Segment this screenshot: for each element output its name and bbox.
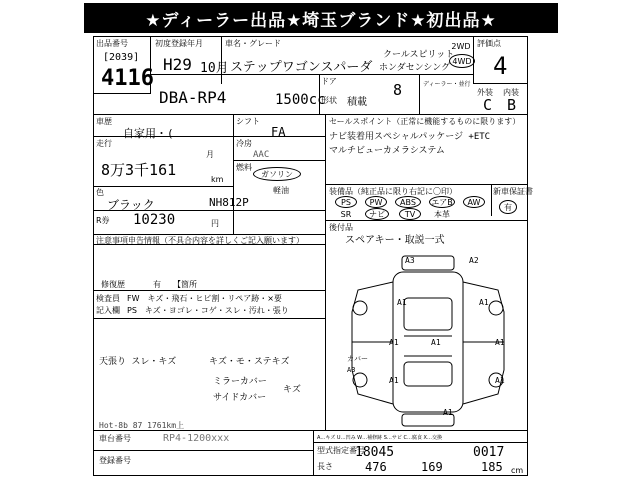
dim-length: 476: [365, 460, 387, 474]
equip-abs: ABS: [395, 196, 421, 208]
shape: 積載: [347, 97, 367, 108]
exterior-label: 外装: [477, 88, 493, 97]
dim-width: 169: [421, 460, 443, 474]
usage: 自家用・(: [123, 127, 174, 140]
inspect-items: FW キズ・飛石・ヒビ割・リペア跡・×要: [127, 294, 282, 303]
entry-label: 記入欄: [96, 306, 120, 315]
hand-note-7: A3: [347, 366, 356, 374]
interior-grade: B: [507, 96, 517, 114]
inspect-label: 検査員: [96, 294, 120, 303]
dim-unit: cm: [511, 466, 524, 475]
grade-line-2: ホンダセンシング: [379, 63, 451, 73]
equip-tv: TV: [399, 208, 421, 220]
rear-items: スペアキー・取説一式: [345, 235, 445, 246]
front-window: [404, 298, 452, 330]
entry-items: PS キズ・ヨゴレ・コゲ・スレ・汚れ・張り: [127, 306, 289, 315]
shift-label: シフト: [236, 117, 260, 126]
dim-height: 185: [481, 460, 503, 474]
drive-4wd: 4WD: [449, 54, 475, 68]
repair-label: 修復歴: [101, 280, 125, 289]
equip-ps: PS: [335, 196, 357, 208]
car-name: ステップワゴンスパーダ: [230, 60, 373, 75]
score-label: 評価点: [477, 39, 501, 48]
name-label: 車名・グレード: [225, 39, 281, 48]
reg-label: 車台番号: [99, 434, 131, 443]
right-front-wheel: [489, 301, 503, 315]
mark-3: A1: [397, 298, 407, 307]
notes-label: 注意事項申告情報（不具合内容を詳しくご記入願います）: [96, 236, 304, 245]
year-label: 初度登録年月: [155, 39, 203, 48]
hand-note-6: カバー: [347, 355, 368, 363]
equip-aw: AW: [463, 196, 485, 208]
repair-value: 有 【箇所: [153, 280, 197, 289]
banner: ★ディーラー出品★埼玉ブランド★初出品★: [84, 3, 558, 33]
lot-label: 出品番号: [96, 39, 128, 48]
hand-note-2: キズ・モ・ステキズ: [209, 357, 290, 367]
equip-airbag: エアB: [429, 196, 455, 208]
hand-note-1: 天張り スレ・キズ: [99, 357, 177, 367]
ac-label: 冷房: [236, 139, 252, 148]
legend: A…キズ U…凹み W…補修跡 S…サビ C…腐食 X…交換: [317, 435, 442, 441]
r-label: R券: [96, 216, 110, 225]
grade-line-1: クールスピリット: [383, 50, 455, 60]
equip-pw: PW: [365, 196, 387, 208]
inspection-sheet: [93, 36, 533, 476]
model-code: DBA-RP4: [159, 88, 227, 107]
mark-1: A3: [405, 256, 415, 265]
left-rear-wheel: [353, 373, 367, 387]
car-diagram: [338, 252, 518, 428]
equip-label: 装備品（純正品に限り右記に〇印）: [329, 187, 457, 196]
color: ブラック: [107, 198, 155, 212]
color-label: 色: [96, 188, 104, 197]
lot-bracket: [2039]: [103, 52, 140, 63]
fuel-gasoline: ガソリン: [253, 167, 301, 181]
lot-number: 4116: [101, 66, 154, 91]
year: H29: [163, 55, 192, 74]
newcar-label: 新車保証書: [493, 187, 533, 196]
left-front-wheel: [353, 301, 367, 315]
sales-line-1: ナビ装着用スペシャルパッケージ +ETC: [329, 132, 491, 142]
km-unit: km: [211, 175, 224, 184]
hand-note-3: ミラーカバー: [213, 377, 267, 387]
mark-2: A2: [469, 256, 479, 265]
mark-5: A1: [389, 338, 399, 347]
month: 10月: [200, 61, 229, 76]
size-label-2: 長さ: [317, 462, 333, 471]
sales-line-2: マルチビューカメラシステム: [329, 146, 445, 156]
r-value: 10230: [133, 212, 176, 228]
equip-navi: ナビ: [365, 208, 389, 220]
sales-label: セールスポイント（正常に機能するものに限ります）: [329, 117, 521, 126]
fuel-label: 燃料: [236, 163, 252, 172]
equip-sr: SR: [340, 209, 352, 219]
hand-note-4: サイドカバー: [213, 393, 267, 403]
rear-label: 後付品: [329, 223, 353, 232]
ac: AAC: [253, 150, 270, 160]
interior-label: 内装: [503, 88, 519, 97]
yen: 円: [211, 219, 219, 228]
mark-8: A1: [389, 376, 399, 385]
mark-9: A1: [495, 376, 505, 385]
newcar-warranty: 有: [499, 200, 517, 214]
size-a: 18045: [355, 445, 395, 460]
mileage: 8万3千161: [101, 161, 177, 179]
left-side-outline: [352, 282, 393, 404]
dealer-label: ディーラー・並行: [423, 81, 471, 88]
score: 4: [493, 52, 508, 80]
car-body-outline: [393, 272, 463, 412]
bottom-note: Hot-8b 87 1761km上: [99, 421, 185, 430]
reg-value: RP4-1200xxx: [163, 433, 230, 444]
fuel-diesel: 軽油: [273, 185, 289, 195]
size-label: 型式指定番号: [317, 446, 365, 455]
mark-7: A1: [495, 338, 505, 347]
mark-4: A1: [479, 298, 489, 307]
shift: FA: [271, 125, 286, 139]
color-code: NH812P: [209, 196, 249, 209]
hand-note-5: キズ: [283, 385, 301, 395]
mark-10: A1: [443, 408, 453, 417]
drive-2wd: 2WD: [451, 41, 471, 51]
month-unit: 月: [206, 150, 214, 159]
mileage-label: 走行: [96, 139, 112, 148]
rear-window: [404, 362, 452, 386]
reg2-label: 登録番号: [99, 456, 131, 465]
exterior-grade: C: [483, 96, 493, 114]
size-b: 0017: [473, 445, 505, 460]
displacement: 1500cc: [275, 92, 326, 108]
mark-6: A1: [431, 338, 441, 347]
shape-label: 形状: [321, 96, 337, 105]
door-label: ドア: [321, 77, 337, 86]
usage-label: 車歴: [96, 117, 112, 126]
door-count: 8: [393, 81, 403, 99]
equip-leather: 本革: [434, 209, 450, 219]
